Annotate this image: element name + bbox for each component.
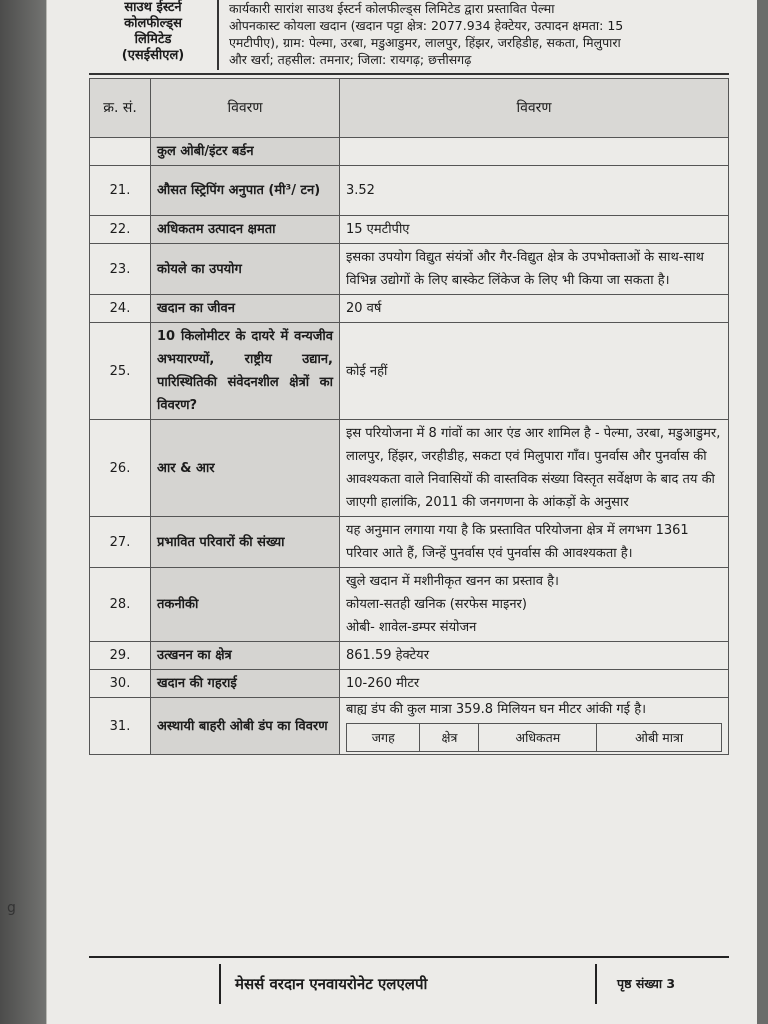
table-row [90, 420, 729, 517]
summary-line: एमटीपीए), ग्राम: पेल्मा, उरबा, मडुआडुमर, लालपुर, हिंझर, जरहिडीह, सकता, मिलुपारा [229, 35, 621, 50]
row-no: 31. [90, 698, 151, 755]
org-line: कोलफील्ड्स [124, 16, 182, 31]
subtable-header: अधिकतम [479, 724, 597, 752]
table-row [90, 670, 729, 698]
column-header-no: क्र. सं. [90, 79, 151, 138]
row-label: औसत स्ट्रिपिंग अनुपात (मी³/ टन) [151, 166, 340, 216]
org-line: लिमिटेड [134, 32, 172, 47]
row-label: प्रभावित परिवारों की संख्या [151, 517, 340, 568]
header-divider [89, 73, 729, 75]
row-label: खदान का जीवन [151, 295, 340, 323]
column-header-detail: विवरण [340, 79, 729, 138]
row-value [340, 568, 729, 642]
row-value: 3.52 [340, 166, 729, 216]
row-no: 21. [90, 166, 151, 216]
row-label: कोयले का उपयोग [151, 244, 340, 295]
project-details-table [89, 78, 729, 755]
table-row [90, 216, 729, 244]
row-label: खदान की गहराई [151, 670, 340, 698]
summary-line: कार्यकारी सारांश साउथ ईस्टर्न कोलफील्ड्स लिमिटेड द्वारा प्रस्तावित पेल्मा [229, 1, 555, 16]
org-line: साउथ ईस्टर्न [124, 0, 182, 15]
table-row [90, 517, 729, 568]
technique-line: ओबी- शावेल-डम्पर संयोजन [346, 620, 477, 635]
row-label: 10 किलोमीटर के दायरे में वन्यजीव अभयारण्यों, राष्ट्रीय उद्यान, पारिस्थितिकी संवेदनशील क्षेत्रों का विवरण? [151, 323, 340, 420]
row-label: उत्खनन का क्षेत्र [151, 642, 340, 670]
table-row [90, 244, 729, 295]
header-summary [229, 0, 729, 74]
footer-page-number: पृष्ठ संख्या 3 [617, 976, 676, 991]
row-value: 15 एमटीपीए [340, 216, 729, 244]
row-no: 28. [90, 568, 151, 642]
table-header-row [90, 79, 729, 138]
row-value [340, 698, 729, 755]
document-page [7, 0, 757, 1024]
table-row [90, 166, 729, 216]
dump-subtable [346, 723, 722, 752]
technique-line: कोयला-सतही खनिक (सरफेस माइनर) [346, 597, 527, 612]
margin-mark: g [7, 900, 16, 916]
row-value: 10-260 मीटर [340, 670, 729, 698]
summary-line: ओपनकास्ट कोयला खदान (खदान पट्टा क्षेत्र: 2077.934 हेक्टेयर, उत्पादन क्षमता: 15 [229, 18, 624, 33]
row-label: कुल ओबी/इंटर बर्डन [151, 138, 340, 166]
row-no: 22. [90, 216, 151, 244]
subtable-header: जगह [347, 724, 420, 752]
row-value: इस परियोजना में 8 गांवों का आर एंड आर शामिल है - पेल्मा, उरबा, मडुआडुमर, लालपुर, हिंझर, जरहीडीह, सकटा एवं मिलुपारा गाँव। पुनर्वास और पुनर्वास की आवश्यकता वाले निवासियों की वास्तविक संख्या विस्तृत सर्वेक्षण के बाद तय की जाएगी हालांकि, 2011 की जनगणना के आंकड़ों के अनुसार [340, 420, 729, 517]
table-row [90, 138, 729, 166]
footer-company: मेसर्स वरदान एनवायरोनेट एलएलपी [219, 964, 597, 1004]
row-no [90, 138, 151, 166]
org-line: (एसईसीएल) [121, 48, 185, 63]
row-label: अधिकतम उत्पादन क्षमता [151, 216, 340, 244]
subtable-header: ओबी मात्रा [597, 724, 722, 752]
row-value: कोई नहीं [340, 323, 729, 420]
row-no: 29. [90, 642, 151, 670]
table-row [90, 698, 729, 755]
column-header-description: विवरण [151, 79, 340, 138]
table-row [90, 323, 729, 420]
subtable-header: क्षेत्र [420, 724, 479, 752]
row-value: 20 वर्ष [340, 295, 729, 323]
row-label: आर & आर [151, 420, 340, 517]
subtable-header-row [347, 724, 722, 752]
row-no: 30. [90, 670, 151, 698]
row-value: यह अनुमान लगाया गया है कि प्रस्तावित परियोजना क्षेत्र में लगभग 1361 परिवार आते हैं, जिन्हें पुनर्वास एवं पुनर्वास की आवश्यकता है। [340, 517, 729, 568]
row-no: 26. [90, 420, 151, 517]
row-no: 25. [90, 323, 151, 420]
row-label: अस्थायी बाहरी ओबी डंप का विवरण [151, 698, 340, 755]
summary-line: और खर्रा; तहसील: तमनार; जिला: रायगढ़; छत्तीसगढ़ [229, 52, 472, 67]
technique-line: खुले खदान में मशीनीकृत खनन का प्रस्ताव है। [346, 574, 559, 589]
table-row [90, 295, 729, 323]
table-row [90, 642, 729, 670]
footer-divider [89, 956, 729, 958]
dump-description: बाह्य डंप की कुल मात्रा 359.8 मिलियन घन मीटर आंकी गई है। [346, 702, 647, 717]
row-label: तकनीकी [151, 568, 340, 642]
row-no: 24. [90, 295, 151, 323]
row-no: 23. [90, 244, 151, 295]
header-organization [89, 0, 219, 70]
table-row [90, 568, 729, 642]
row-value [340, 138, 729, 166]
row-no: 27. [90, 517, 151, 568]
row-value: इसका उपयोग विद्युत संयंत्रों और गैर-विद्युत क्षेत्र के उपभोक्ताओं के साथ-साथ विभिन्न उद्योगों के लिए बास्केट लिंकेज के लिए भी किया जा सकता है। [340, 244, 729, 295]
row-value: 861.59 हेक्टेयर [340, 642, 729, 670]
